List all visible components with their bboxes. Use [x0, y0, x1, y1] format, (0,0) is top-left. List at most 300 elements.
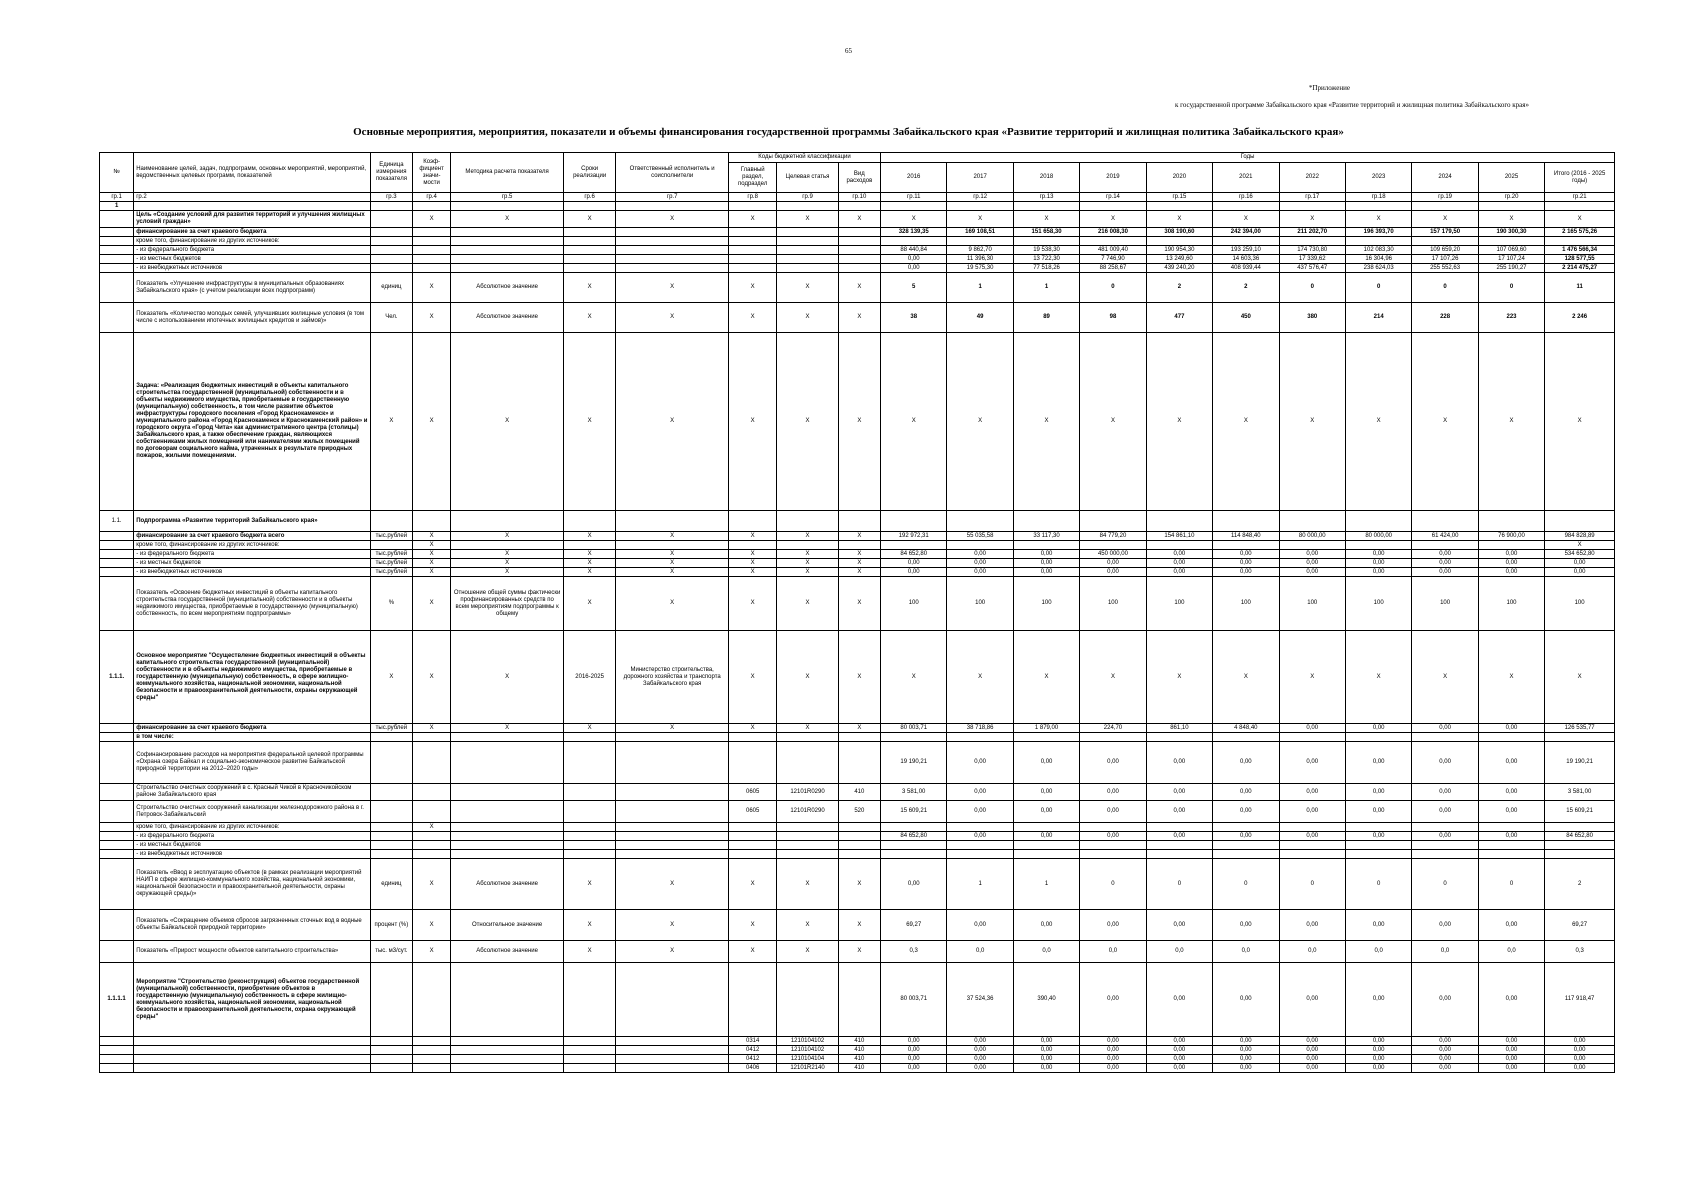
program-table — [99, 152, 1615, 1073]
table-cell — [451, 1064, 564, 1073]
table-cell — [413, 841, 451, 850]
table-cell — [1478, 237, 1544, 246]
table-cell: 151 658,30 — [1013, 228, 1079, 237]
table-cell: Х — [777, 568, 838, 577]
table-cell — [1345, 841, 1411, 850]
table-cell: 0,00 — [1213, 832, 1279, 841]
table-cell: 0,00 — [1213, 1055, 1279, 1064]
table-cell: 38 718,86 — [947, 724, 1013, 733]
group-number-cell: гр.21 — [1545, 193, 1615, 202]
table-cell: 0,00 — [1412, 801, 1478, 823]
table-row — [100, 1055, 1615, 1064]
table-cell: 0,00 — [1279, 568, 1345, 577]
table-row — [100, 724, 1615, 733]
table-cell: Х — [616, 941, 729, 963]
table-cell: 0,00 — [1345, 724, 1411, 733]
table-cell: Х — [729, 273, 777, 303]
table-cell: Х — [563, 333, 615, 511]
table-cell: Х — [563, 577, 615, 631]
table-cell: Х — [616, 532, 729, 541]
table-cell: 154 861,10 — [1146, 532, 1212, 541]
table-cell: 0,00 — [1279, 1064, 1345, 1073]
table-cell: Х — [1279, 333, 1345, 511]
table-cell: Х — [838, 333, 880, 511]
table-cell — [451, 841, 564, 850]
table-cell — [413, 1046, 451, 1055]
table-cell: 0,00 — [1412, 550, 1478, 559]
table-cell: 1 476 566,34 — [1545, 246, 1615, 255]
table-cell: Х — [1345, 333, 1411, 511]
table-cell: 481 009,40 — [1080, 246, 1146, 255]
table-cell — [413, 801, 451, 823]
table-cell — [563, 823, 615, 832]
table-cell: Х — [413, 910, 451, 941]
table-cell: Х — [777, 211, 838, 228]
table-cell: 0,00 — [1279, 1055, 1345, 1064]
table-cell — [616, 1055, 729, 1064]
table-cell: 84 652,80 — [1545, 832, 1615, 841]
table-cell: 0,00 — [1013, 1064, 1079, 1073]
table-cell: Х — [1545, 211, 1615, 228]
table-cell: 0,00 — [1013, 1055, 1079, 1064]
table-cell — [451, 541, 564, 550]
table-cell: Х — [1412, 631, 1478, 724]
table-cell: Х — [413, 568, 451, 577]
table-cell — [1478, 511, 1544, 532]
table-cell — [451, 963, 564, 1037]
header-executor: Ответственный исполнитель и соисполнители — [616, 153, 729, 193]
table-cell — [1013, 511, 1079, 532]
table-cell — [616, 784, 729, 801]
table-row — [100, 910, 1615, 941]
table-cell: 0,00 — [881, 1064, 947, 1073]
table-cell: 0,00 — [1279, 742, 1345, 784]
table-cell: 100 — [1412, 577, 1478, 631]
table-row — [100, 273, 1615, 303]
table-cell — [563, 832, 615, 841]
table-cell: 1 879,00 — [1013, 724, 1079, 733]
table-cell: 89 — [1013, 303, 1079, 333]
table-cell — [370, 1055, 412, 1064]
group-number-cell: гр.9 — [777, 193, 838, 202]
table-cell: Х — [563, 303, 615, 333]
table-row — [100, 333, 1615, 511]
table-cell: Х — [947, 211, 1013, 228]
table-cell: 0,00 — [1478, 832, 1544, 841]
table-cell: 214 — [1345, 303, 1411, 333]
table-cell — [563, 841, 615, 850]
table-cell: 1210104102 — [777, 1046, 838, 1055]
table-cell: 117 918,47 — [1545, 963, 1615, 1037]
table-cell: 0,00 — [1478, 742, 1544, 784]
table-cell — [100, 228, 134, 237]
table-cell: Х — [1013, 211, 1079, 228]
table-cell: 0,00 — [1146, 963, 1212, 1037]
table-cell: Х — [1545, 631, 1615, 724]
table-cell: 0605 — [729, 801, 777, 823]
table-cell: Х — [947, 631, 1013, 724]
table-cell: 100 — [1013, 577, 1079, 631]
table-cell — [1213, 841, 1279, 850]
table-cell: Х — [777, 859, 838, 910]
table-cell: 0,00 — [881, 859, 947, 910]
table-cell: Относительное значение — [451, 910, 564, 941]
table-cell: Х — [451, 333, 564, 511]
table-cell — [1279, 202, 1345, 211]
table-cell — [1213, 733, 1279, 742]
table-cell: 0,00 — [1013, 568, 1079, 577]
table-cell — [1279, 733, 1345, 742]
table-cell: 109 659,20 — [1412, 246, 1478, 255]
table-cell: 0,0 — [947, 941, 1013, 963]
table-cell — [563, 246, 615, 255]
table-row — [100, 303, 1615, 333]
group-number-cell: гр.12 — [947, 193, 1013, 202]
table-cell: 228 — [1412, 303, 1478, 333]
table-cell — [777, 850, 838, 859]
table-cell — [100, 577, 134, 631]
table-cell: Х — [729, 559, 777, 568]
table-cell: финансирование за счет краевого бюджета — [134, 724, 371, 733]
table-cell: 0,0 — [1412, 941, 1478, 963]
table-cell: Показатель «Сокращение объемов сбросов загрязненных сточных вод в водные объекты Байкальской природной территории» — [134, 910, 371, 941]
table-cell: 0,00 — [947, 1037, 1013, 1046]
table-cell — [563, 1037, 615, 1046]
table-cell — [563, 963, 615, 1037]
table-cell — [370, 850, 412, 859]
table-cell: 0406 — [729, 1064, 777, 1073]
table-cell — [100, 1055, 134, 1064]
table-cell: Х — [413, 532, 451, 541]
table-row — [100, 559, 1615, 568]
table-cell — [100, 823, 134, 832]
table-cell — [1013, 237, 1079, 246]
table-cell — [838, 255, 880, 264]
table-cell: Х — [838, 559, 880, 568]
table-cell — [100, 801, 134, 823]
table-cell — [451, 237, 564, 246]
table-cell — [777, 742, 838, 784]
table-row — [100, 631, 1615, 724]
table-cell — [370, 541, 412, 550]
table-cell: % — [370, 577, 412, 631]
table-cell — [1013, 733, 1079, 742]
table-cell — [729, 264, 777, 273]
header-year-2022: 2022 — [1279, 163, 1345, 193]
table-cell: 4 848,40 — [1213, 724, 1279, 733]
table-cell: 17 107,24 — [1478, 255, 1544, 264]
table-cell: 0,00 — [1146, 559, 1212, 568]
table-cell: 0,00 — [1478, 1037, 1544, 1046]
header-year-2018: 2018 — [1013, 163, 1079, 193]
table-cell: 0,00 — [1279, 1046, 1345, 1055]
table-cell — [100, 237, 134, 246]
table-cell: 13 722,30 — [1013, 255, 1079, 264]
table-cell — [616, 963, 729, 1037]
table-cell: 0,00 — [947, 742, 1013, 784]
table-cell — [134, 1064, 371, 1073]
table-cell: 1 — [1013, 859, 1079, 910]
table-cell — [370, 823, 412, 832]
table-cell: 410 — [838, 1046, 880, 1055]
table-cell: Х — [1478, 631, 1544, 724]
table-cell: 80 000,00 — [1279, 532, 1345, 541]
table-cell: - из местных бюджетов — [134, 841, 371, 850]
table-cell: 0,00 — [1213, 1064, 1279, 1073]
table-cell — [100, 742, 134, 784]
table-cell — [777, 246, 838, 255]
table-cell: Показатель «Улучшение инфраструктуры в муниципальных образованиях Забайкальского края» (с учетом реализации всех подпрограмм) — [134, 273, 371, 303]
table-cell: 0,00 — [1146, 550, 1212, 559]
table-cell: Подпрограмма «Развитие территорий Забайкальского края» — [134, 511, 371, 532]
table-cell — [563, 541, 615, 550]
table-cell — [838, 742, 880, 784]
table-cell — [729, 963, 777, 1037]
table-cell: Х — [1545, 541, 1615, 550]
table-cell: Х — [616, 550, 729, 559]
table-cell: 0,00 — [1279, 1037, 1345, 1046]
table-row — [100, 577, 1615, 631]
table-cell: 0,00 — [1412, 832, 1478, 841]
table-cell: 2 165 575,26 — [1545, 228, 1615, 237]
table-cell: Х — [451, 568, 564, 577]
table-cell — [1345, 202, 1411, 211]
table-cell: 0,00 — [1345, 568, 1411, 577]
table-cell: 0,00 — [1146, 742, 1212, 784]
table-cell: Х — [370, 631, 412, 724]
table-cell: 2 — [1213, 273, 1279, 303]
table-cell: Х — [838, 859, 880, 910]
table-cell: 0 — [1478, 273, 1544, 303]
table-cell: 0,00 — [947, 559, 1013, 568]
table-cell — [563, 228, 615, 237]
table-cell: 0,00 — [1478, 724, 1544, 733]
table-cell: Х — [413, 273, 451, 303]
group-number-cell: гр.4 — [413, 193, 451, 202]
table-cell — [1080, 541, 1146, 550]
table-cell: Х — [563, 273, 615, 303]
table-cell: 0,00 — [1478, 1055, 1544, 1064]
table-cell — [1080, 237, 1146, 246]
table-cell: 0,00 — [1412, 742, 1478, 784]
table-cell: 0,00 — [1146, 1037, 1212, 1046]
header-year-2017: 2017 — [947, 163, 1013, 193]
table-cell: 0,00 — [881, 568, 947, 577]
table-cell: 0 — [1345, 273, 1411, 303]
table-cell: Х — [777, 550, 838, 559]
table-cell — [100, 264, 134, 273]
table-cell: 0 — [1279, 859, 1345, 910]
table-cell — [451, 228, 564, 237]
table-cell — [1279, 511, 1345, 532]
table-cell — [370, 733, 412, 742]
table-cell — [838, 264, 880, 273]
table-cell: 100 — [1279, 577, 1345, 631]
table-cell: Х — [838, 724, 880, 733]
table-cell: 0,00 — [1080, 963, 1146, 1037]
group-number-cell: гр.2 — [134, 193, 371, 202]
table-cell: 0,00 — [947, 910, 1013, 941]
table-cell: 0,00 — [1478, 801, 1544, 823]
table-cell — [100, 832, 134, 841]
table-cell — [451, 255, 564, 264]
table-cell — [370, 1064, 412, 1073]
table-cell: 0,00 — [1412, 1064, 1478, 1073]
table-cell: 984 828,89 — [1545, 532, 1615, 541]
table-cell: Задача: «Реализация бюджетных инвестиций в объекты капитального строительства государственной (муниципальной) собственности и в объекты недвижимого имущества, приобретаемые в государственную (муниципальную) собственность, в том числе развитие объектов инфраструктуры городского поселения «Город Краснокаменск» и муниципального района «Город Краснокаменск и Краснокаменский район» и городского округа «Город Чита» как административного центра (столицы) Забайкальского края, а также обеспечение граждан, являющихся собственниками жилых помещений или нанимателями жилых помещений по договорам социального найма, утраченных в результате природных пожаров, жилыми помещениями. — [134, 333, 371, 511]
table-cell — [1412, 237, 1478, 246]
table-cell — [413, 1064, 451, 1073]
table-cell: Х — [616, 910, 729, 941]
table-cell: 193 259,10 — [1213, 246, 1279, 255]
table-cell — [563, 1064, 615, 1073]
table-cell: 0,00 — [1213, 801, 1279, 823]
table-cell: Х — [1013, 631, 1079, 724]
table-cell — [881, 841, 947, 850]
table-cell: 0,00 — [1279, 559, 1345, 568]
table-cell — [413, 1037, 451, 1046]
table-cell — [1545, 511, 1615, 532]
table-cell: Отношение общей суммы фактически профинансированных средств по всем мероприятиям подпрограммы к общему — [451, 577, 564, 631]
table-cell: 477 — [1146, 303, 1212, 333]
table-cell — [413, 733, 451, 742]
header-year-2020: 2020 — [1146, 163, 1212, 193]
table-cell — [1412, 541, 1478, 550]
table-cell — [451, 801, 564, 823]
table-cell — [729, 541, 777, 550]
table-cell: 0,00 — [881, 264, 947, 273]
table-cell — [100, 850, 134, 859]
table-cell: 0,00 — [1345, 801, 1411, 823]
header-year-2024: 2024 — [1412, 163, 1478, 193]
table-cell — [1213, 237, 1279, 246]
header-coef: Коэф-фициент значи-мости — [413, 153, 451, 193]
table-cell: Абсолютное значение — [451, 273, 564, 303]
table-cell: 0 — [1345, 859, 1411, 910]
table-row — [100, 832, 1615, 841]
table-cell: тыс.рублей — [370, 550, 412, 559]
table-cell — [616, 228, 729, 237]
table-cell — [1478, 541, 1544, 550]
table-cell — [563, 511, 615, 532]
table-cell: 196 393,70 — [1345, 228, 1411, 237]
table-cell: 2 — [1545, 859, 1615, 910]
table-cell — [1478, 202, 1544, 211]
table-cell: 0,0 — [1478, 941, 1544, 963]
table-cell — [947, 237, 1013, 246]
table-cell: Абсолютное значение — [451, 859, 564, 910]
table-cell — [1013, 202, 1079, 211]
table-cell: 0,00 — [1345, 742, 1411, 784]
table-cell — [100, 1046, 134, 1055]
table-cell: 55 035,58 — [947, 532, 1013, 541]
table-row — [100, 1046, 1615, 1055]
table-cell — [729, 841, 777, 850]
table-cell: 0,00 — [1080, 784, 1146, 801]
table-cell: 450 000,00 — [1080, 550, 1146, 559]
table-cell: 0,00 — [881, 1037, 947, 1046]
table-cell: Х — [413, 823, 451, 832]
table-cell: Х — [838, 941, 880, 963]
table-cell: 408 939,44 — [1213, 264, 1279, 273]
table-cell: 12101R0290 — [777, 784, 838, 801]
table-cell: тыс. м3/сут. — [370, 941, 412, 963]
table-cell — [413, 511, 451, 532]
table-cell — [563, 733, 615, 742]
table-cell: 0,00 — [1146, 1055, 1212, 1064]
table-cell: 0,00 — [881, 1055, 947, 1064]
table-cell — [1146, 511, 1212, 532]
table-cell — [1146, 202, 1212, 211]
table-cell: Х — [616, 333, 729, 511]
table-cell — [777, 841, 838, 850]
header-year-2021: 2021 — [1213, 163, 1279, 193]
table-cell — [838, 511, 880, 532]
table-cell: 0314 — [729, 1037, 777, 1046]
table-cell: 126 535,77 — [1545, 724, 1615, 733]
table-cell — [1013, 841, 1079, 850]
table-cell: 0 — [1080, 273, 1146, 303]
table-cell: 77 518,26 — [1013, 264, 1079, 273]
table-cell: 1 — [947, 859, 1013, 910]
table-cell — [777, 541, 838, 550]
table-cell: 0,00 — [1412, 1046, 1478, 1055]
table-cell — [451, 1037, 564, 1046]
table-cell — [370, 228, 412, 237]
table-cell: Х — [413, 941, 451, 963]
table-cell: - из местных бюджетов — [134, 559, 371, 568]
table-cell: 520 — [838, 801, 880, 823]
table-cell: Х — [1213, 211, 1279, 228]
table-cell: 224,70 — [1080, 724, 1146, 733]
table-cell: 0,00 — [1213, 910, 1279, 941]
table-cell — [881, 202, 947, 211]
table-cell: 255 552,63 — [1412, 264, 1478, 273]
table-cell: 0,00 — [1478, 559, 1544, 568]
table-cell: Х — [1545, 333, 1615, 511]
table-cell — [1279, 841, 1345, 850]
table-row — [100, 550, 1615, 559]
table-cell: Х — [563, 559, 615, 568]
table-row — [100, 1037, 1615, 1046]
header-no: № — [100, 153, 134, 193]
table-cell — [616, 1046, 729, 1055]
table-cell: 69,27 — [881, 910, 947, 941]
table-cell: 0,00 — [1345, 559, 1411, 568]
table-cell: Х — [881, 333, 947, 511]
table-cell: Х — [729, 724, 777, 733]
table-cell: единиц — [370, 273, 412, 303]
table-cell — [563, 264, 615, 273]
table-cell: 0,00 — [1478, 1046, 1544, 1055]
table-cell: 19 538,30 — [1013, 246, 1079, 255]
table-cell: 88 440,84 — [881, 246, 947, 255]
table-cell — [1146, 541, 1212, 550]
table-cell — [1080, 850, 1146, 859]
table-cell: Х — [413, 303, 451, 333]
table-cell — [100, 724, 134, 733]
table-cell: 0,00 — [881, 255, 947, 264]
table-cell — [1013, 850, 1079, 859]
group-number-cell: гр.16 — [1213, 193, 1279, 202]
table-cell — [100, 941, 134, 963]
appendix-subtitle: к государственной программе Забайкальского края «Развитие территорий и жилищная политика Забайкальского края» — [1175, 101, 1529, 109]
table-cell: Х — [729, 941, 777, 963]
table-cell — [1279, 237, 1345, 246]
table-cell: Х — [777, 577, 838, 631]
table-cell — [413, 237, 451, 246]
table-cell — [881, 541, 947, 550]
